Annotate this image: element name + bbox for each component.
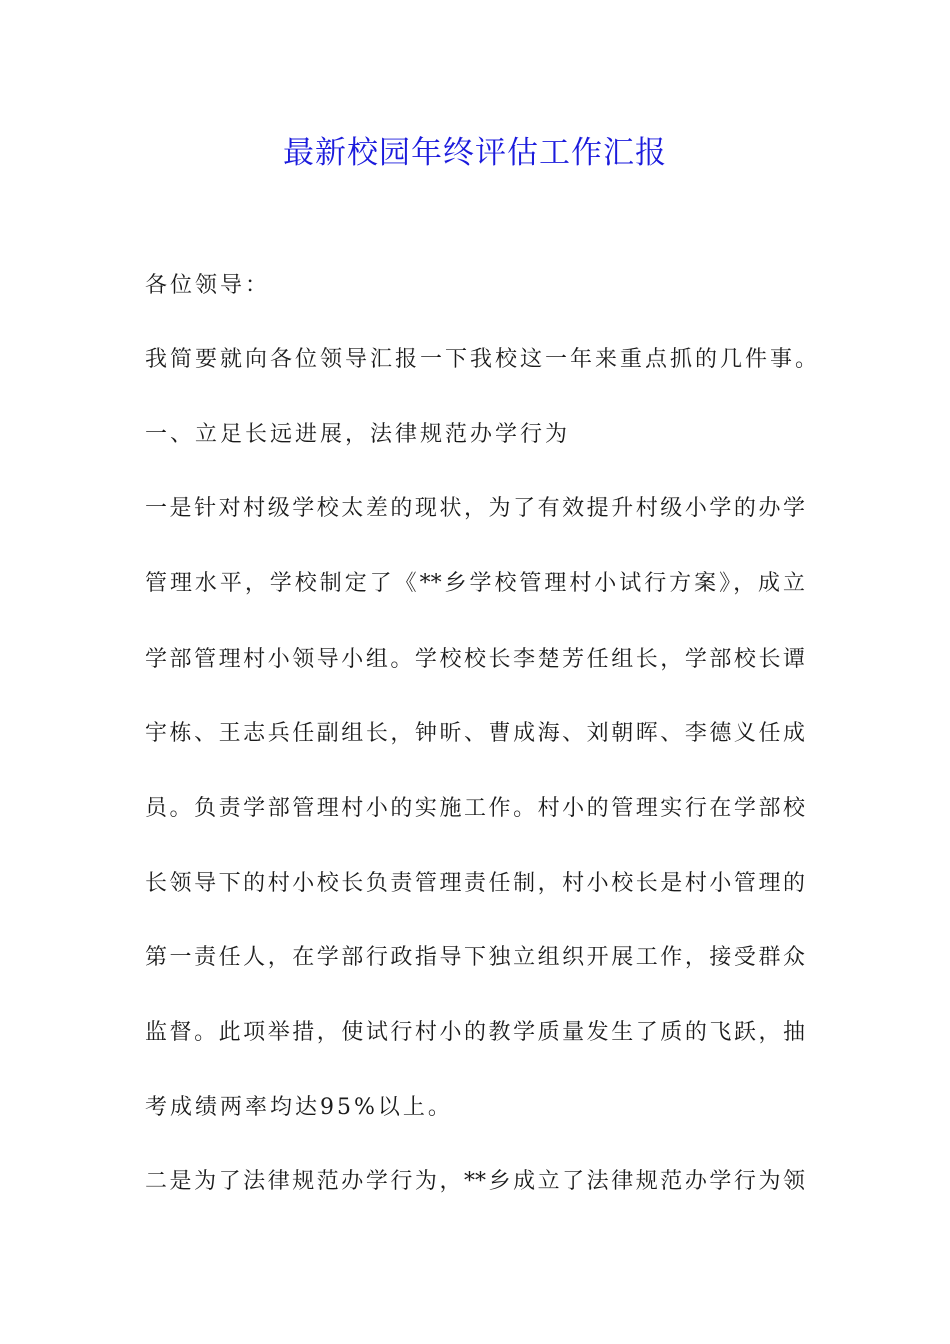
document-title: 最新校园年终评估工作汇报	[283, 135, 667, 171]
paragraph-line: 监督。此项举措，使试行村小的教学质量发生了质的飞跃，抽	[145, 1020, 805, 1045]
paragraph-line: 宇栋、王志兵任副组长，钟昕、曹成海、刘朝晖、李德义任成	[145, 721, 805, 746]
paragraph-line: 第一责任人，在学部行政指导下独立组织开展工作，接受群众	[145, 945, 805, 970]
paragraph-line: 管理水平，学校制定了《**乡学校管理村小试行方案》，成立	[145, 571, 805, 596]
paragraph-line: 员。负责学部管理村小的实施工作。村小的管理实行在学部校	[145, 796, 805, 821]
paragraph-line: 学部管理村小领导小组。学校校长李楚芳任组长，学部校长谭	[145, 647, 805, 672]
salutation: 各位领导：	[145, 273, 271, 298]
paragraph-line: 长领导下的村小校长负责管理责任制，村小校长是村小管理的	[145, 871, 805, 896]
section-heading: 一、立足长远进展，法律规范办学行为	[145, 422, 571, 447]
paragraph-line: 我简要就向各位领导汇报一下我校这一年来重点抓的几件事。	[145, 347, 821, 372]
paragraph-line: 考成绩两率均达95%以上。	[145, 1095, 453, 1120]
paragraph-line: 二是为了法律规范办学行为，**乡成立了法律规范办学行为领	[145, 1169, 805, 1194]
paragraph-line: 一是针对村级学校太差的现状，为了有效提升村级小学的办学	[145, 496, 805, 521]
